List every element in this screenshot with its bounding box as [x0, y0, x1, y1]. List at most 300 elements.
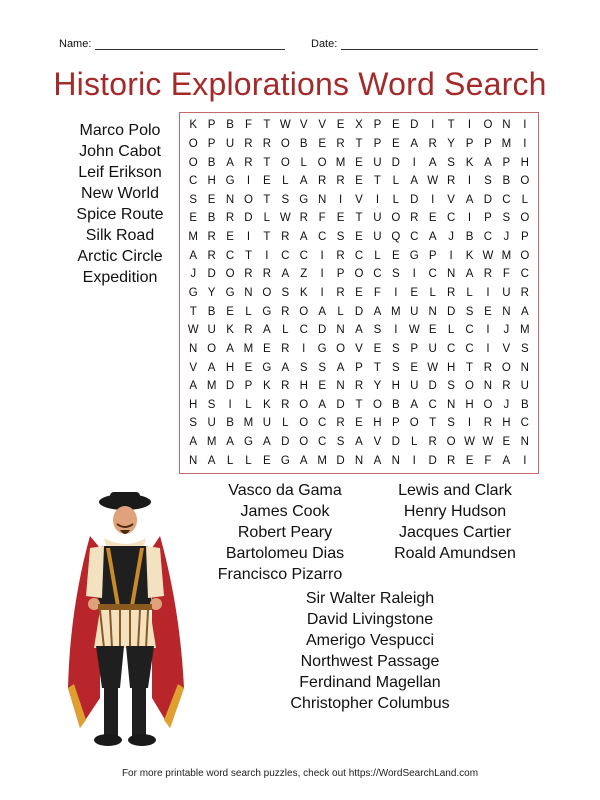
grid-letter: S [392, 361, 400, 374]
grid-letter: G [225, 286, 235, 299]
grid-letter: H [520, 156, 529, 169]
grid-letter: C [299, 324, 308, 337]
grid-letter: R [244, 324, 253, 337]
grid-letter: U [225, 137, 235, 150]
grid-letter: U [410, 380, 419, 393]
grid-letter: E [318, 137, 326, 150]
grid-letter: C [317, 417, 327, 430]
grid-letter: Z [300, 268, 308, 281]
grid-letter: C [317, 436, 327, 449]
grid-letter: I [246, 231, 251, 244]
grid-letter: A [207, 454, 216, 467]
grid-letter: R [446, 175, 456, 188]
name-label: Name: [59, 38, 92, 50]
grid-letter: R [483, 361, 493, 374]
grid-letter: D [446, 305, 456, 318]
word-item: Robert Peary [237, 524, 333, 541]
grid-letter: T [244, 249, 252, 262]
word-item: Bartolomeu Dias [225, 545, 345, 562]
grid-letter: A [299, 454, 308, 467]
grid-letter: C [465, 342, 474, 355]
grid-letter: F [502, 268, 510, 281]
grid-letter: O [336, 342, 346, 355]
grid-letter: K [263, 380, 271, 393]
grid-letter: A [520, 305, 529, 318]
grid-letter: O [520, 212, 530, 225]
grid-letter: P [410, 342, 419, 355]
grid-letter: S [299, 361, 308, 374]
grid-letter: R [244, 137, 253, 150]
word-item: Arctic Circle [77, 248, 163, 265]
grid-letter: O [188, 137, 198, 150]
grid-letter: I [246, 175, 251, 188]
grid-letter: C [446, 212, 456, 225]
grid-letter: C [225, 249, 235, 262]
grid-letter: R [244, 156, 253, 169]
grid-letter: E [189, 212, 198, 225]
grid-letter: S [336, 231, 345, 244]
grid-letter: C [520, 268, 529, 281]
grid-letter: R [336, 286, 345, 299]
grid-letter: T [355, 137, 363, 150]
grid-letter: B [465, 231, 474, 244]
grid-letter: R [354, 380, 364, 393]
grid-letter: N [446, 398, 456, 411]
grid-letter: C [446, 342, 456, 355]
grid-letter: L [337, 305, 344, 318]
grid-letter: P [373, 137, 382, 150]
word-item: Roald Amundsen [394, 545, 516, 562]
grid-letter: W [279, 212, 291, 225]
grid-letter: D [391, 156, 400, 169]
grid-letter: L [300, 156, 307, 169]
grid-letter: N [189, 454, 198, 467]
grid-letter: R [446, 454, 456, 467]
grid-letter: D [317, 324, 327, 337]
grid-letter: E [226, 231, 234, 244]
grid-letter: U [428, 342, 437, 355]
grid-letter: S [336, 436, 345, 449]
grid-letter: C [189, 175, 198, 188]
explorer-illustration [60, 488, 190, 758]
grid-letter: A [373, 454, 382, 467]
grid-letter: A [226, 156, 234, 169]
grid-letter: W [427, 175, 439, 188]
grid-letter: E [392, 137, 400, 150]
grid-letter: I [449, 249, 453, 262]
grid-letter: T [263, 119, 271, 132]
grid-letter: I [431, 119, 435, 132]
grid-letter: U [207, 324, 216, 337]
word-list-col-a [210, 480, 360, 585]
grid-letter: O [299, 417, 309, 430]
grid-letter: I [523, 119, 527, 132]
grid-letter: D [336, 398, 345, 411]
word-item: Sir Walter Raleigh [305, 590, 435, 607]
grid-letter: N [189, 342, 198, 355]
grid-letter: E [336, 119, 345, 132]
grid-letter: M [501, 249, 512, 262]
grid-letter: C [299, 249, 308, 262]
grid-letter: M [188, 231, 198, 244]
grid-letter: D [428, 454, 437, 467]
grid-letter: T [466, 361, 474, 374]
grid-letter: L [392, 193, 400, 206]
word-item: Spice Route [76, 206, 164, 223]
grid-letter: A [465, 193, 474, 206]
grid-letter: M [243, 342, 254, 355]
grid-letter: R [520, 286, 529, 299]
grid-letter: B [207, 212, 216, 225]
grid-letter: C [520, 417, 529, 430]
word-item: Marco Polo [79, 122, 161, 139]
grid-letter: D [391, 436, 400, 449]
grid-letter: L [392, 175, 400, 188]
grid-letter: L [447, 324, 455, 337]
grid-letter: O [446, 436, 456, 449]
grid-letter: R [262, 137, 272, 150]
grid-letter: T [355, 212, 363, 225]
grid-letter: A [299, 231, 308, 244]
grid-letter: M [243, 417, 254, 430]
grid-letter: H [225, 361, 235, 374]
grid-letter: I [486, 324, 490, 337]
grid-letter: R [483, 268, 493, 281]
grid-letter: D [410, 119, 419, 132]
grid-letter: I [338, 193, 343, 206]
grid-letter: Y [207, 286, 216, 299]
grid-letter: L [282, 324, 289, 337]
grid-letter: R [244, 268, 253, 281]
grid-letter: E [263, 454, 271, 467]
grid-letter: S [447, 380, 455, 393]
grid-letter: B [207, 156, 216, 169]
grid-letter: R [207, 231, 216, 244]
grid-letter: I [523, 454, 527, 467]
grid-letter: E [502, 436, 511, 449]
grid-letter: P [373, 119, 382, 132]
grid-letter: A [410, 398, 419, 411]
grid-letter: A [502, 454, 511, 467]
grid-letter: A [263, 436, 271, 449]
grid-letter: V [189, 361, 198, 374]
grid-letter: R [336, 417, 345, 430]
date-field[interactable] [311, 38, 538, 50]
grid-letter: A [281, 361, 290, 374]
word-item: John Cabot [79, 143, 161, 160]
grid-letter: S [447, 156, 455, 169]
grid-letter: I [412, 156, 416, 169]
word-item: Amerigo Vespucci [305, 632, 435, 649]
grid-letter: I [375, 193, 380, 206]
footer-note: For more printable word search puzzles, check out https://WordSearchLand.com [121, 768, 479, 779]
grid-letter: U [410, 305, 419, 318]
grid-letter: T [429, 417, 437, 430]
grid-letter: L [521, 193, 528, 206]
grid-letter: T [373, 361, 381, 374]
grid-letter: R [299, 212, 308, 225]
grid-letter: K [263, 398, 271, 411]
grid-letter: E [263, 175, 271, 188]
grid-letter: I [320, 268, 324, 281]
grid-letter: L [245, 305, 252, 318]
grid-letter: A [465, 268, 474, 281]
grid-letter: S [465, 305, 474, 318]
grid-letter: I [320, 249, 324, 262]
grid-letter: W [482, 249, 494, 262]
grid-letter: E [355, 286, 363, 299]
grid-letter: Y [447, 137, 455, 150]
grid-letter: A [373, 305, 382, 318]
grid-letter: U [262, 417, 272, 430]
grid-letter: O [391, 212, 401, 225]
grid-letter: E [336, 212, 345, 225]
grid-letter: O [483, 119, 493, 132]
grid-letter: L [374, 249, 381, 262]
grid-letter: N [502, 119, 511, 132]
grid-letter: U [207, 417, 216, 430]
grid-letter: O [483, 398, 493, 411]
grid-letter: D [244, 212, 253, 225]
grid-letter: R [428, 137, 437, 150]
grid-letter: R [336, 175, 345, 188]
grid-letter: R [410, 212, 419, 225]
grid-letter: P [502, 156, 511, 169]
grid-letter: U [373, 231, 382, 244]
grid-letter: O [280, 137, 290, 150]
grid-letter: I [265, 249, 269, 262]
grid-letter: E [392, 119, 400, 132]
grid-letter: C [281, 249, 290, 262]
grid-letter: J [503, 324, 510, 337]
grid-letter: K [226, 324, 234, 337]
name-line[interactable] [95, 39, 285, 50]
grid-letter: P [207, 119, 216, 132]
grid-letter: T [189, 305, 197, 318]
grid-letter: S [484, 175, 492, 188]
grid-letter: O [409, 417, 419, 430]
grid-letter: U [373, 212, 382, 225]
grid-letter: O [465, 380, 474, 393]
grid-letter: P [484, 212, 492, 225]
word-item: David Livingstone [306, 611, 434, 628]
grid-letter: P [484, 137, 492, 150]
grid-letter: K [189, 119, 198, 132]
grid-letter: N [317, 193, 327, 206]
grid-letter: C [373, 268, 382, 281]
grid-letter: N [502, 305, 511, 318]
grid-letter: E [428, 324, 437, 337]
grid-letter: O [262, 286, 272, 299]
grid-letter: E [465, 454, 474, 467]
grid-letter: H [391, 380, 400, 393]
grid-letter: O [501, 361, 511, 374]
grid-letter: E [355, 231, 363, 244]
grid-letter: L [263, 212, 271, 225]
grid-letter: N [391, 454, 400, 467]
grid-letter: E [207, 193, 216, 206]
grid-letter: E [410, 361, 419, 374]
grid-letter: C [317, 231, 327, 244]
grid-letter: P [520, 231, 529, 244]
grid-letter: L [466, 286, 473, 299]
grid-letter: U [373, 156, 382, 169]
grid-letter: R [428, 436, 437, 449]
grid-letter: J [503, 231, 510, 244]
grid-letter: T [373, 175, 381, 188]
grid-letter: G [299, 193, 309, 206]
grid-letter: L [245, 398, 252, 411]
word-item: New World [81, 185, 159, 202]
grid-letter: K [299, 286, 308, 299]
grid-letter: E [263, 342, 271, 355]
grid-letter: C [428, 398, 437, 411]
grid-letter: S [189, 417, 198, 430]
grid-letter: N [336, 380, 345, 393]
grid-letter: P [392, 417, 400, 430]
grid-letter: B [299, 137, 308, 150]
grid-letter: T [447, 119, 455, 132]
grid-letter: S [520, 342, 529, 355]
grid-letter: R [483, 417, 493, 430]
grid-letter: C [502, 193, 511, 206]
grid-letter: A [207, 361, 216, 374]
grid-letter: Q [391, 231, 401, 244]
grid-letter: M [501, 137, 512, 150]
grid-letter: O [299, 436, 309, 449]
grid-letter: I [394, 324, 398, 337]
grid-letter: K [465, 156, 474, 169]
word-item: Lewis and Clark [398, 482, 512, 499]
grid-letter: N [483, 380, 493, 393]
grid-letter: S [502, 212, 511, 225]
word-list-col-c [270, 588, 470, 714]
grid-letter: D [207, 268, 216, 281]
grid-letter: M [206, 436, 217, 449]
grid-letter: A [410, 175, 419, 188]
grid-letter: E [373, 342, 382, 355]
grid-letter: A [299, 175, 308, 188]
grid-letter: E [226, 305, 234, 318]
grid-letter: P [428, 249, 437, 262]
grid-letter: N [446, 268, 456, 281]
date-line[interactable] [341, 39, 538, 50]
grid-letter: O [372, 398, 382, 411]
grid-letter: R [281, 380, 290, 393]
grid-letter: N [225, 193, 235, 206]
grid-letter: J [448, 231, 454, 244]
grid-letter: C [483, 231, 493, 244]
word-list-left [60, 120, 180, 288]
grid-letter: B [392, 398, 400, 411]
grid-letter: D [354, 305, 364, 318]
grid-letter: R [336, 249, 345, 262]
grid-letter: O [299, 305, 309, 318]
word-item: Francisco Pizarro [217, 566, 343, 583]
grid-letter: N [244, 286, 253, 299]
grid-letter: M [335, 156, 346, 169]
grid-letter: I [467, 175, 472, 188]
word-item: Leif Erikson [78, 164, 162, 181]
grid-letter: V [299, 119, 308, 132]
grid-letter: E [318, 380, 326, 393]
grid-letter: E [392, 249, 400, 262]
grid-letter: V [502, 342, 511, 355]
grid-letter: S [373, 324, 382, 337]
grid-letter: V [447, 193, 455, 206]
grid-letter: T [263, 193, 271, 206]
grid-letter: T [263, 231, 271, 244]
grid-letter: V [355, 342, 363, 355]
grid-letter: I [467, 212, 472, 225]
grid-letter: G [262, 305, 272, 318]
grid-letter: F [318, 212, 326, 225]
grid-letter: H [299, 380, 308, 393]
word-item: Vasco da Gama [228, 482, 342, 499]
grid-letter: V [318, 119, 326, 132]
grid-letter: N [520, 361, 529, 374]
grid-letter: O [354, 268, 364, 281]
grid-letter: H [207, 175, 216, 188]
grid-letter: I [394, 286, 398, 299]
grid-letter: I [431, 193, 435, 206]
grid-letter: V [373, 436, 382, 449]
grid-letter: S [189, 193, 198, 206]
grid-letter: S [392, 268, 400, 281]
grid-letter: O [280, 156, 290, 169]
grid-letter: W [427, 361, 439, 374]
grid-letter: A [189, 249, 198, 262]
grid-letter: P [465, 137, 474, 150]
grid-letter: E [355, 156, 363, 169]
grid-letter: N [354, 454, 364, 467]
grid-letter: L [226, 454, 234, 467]
grid-letter: S [207, 398, 216, 411]
word-list-col-b [380, 480, 530, 564]
grid-letter: D [225, 380, 235, 393]
grid-letter: P [355, 361, 363, 374]
grid-letter: I [412, 454, 416, 467]
grid-letter: G [280, 454, 290, 467]
word-item: Northwest Passage [300, 653, 440, 670]
grid-letter: L [429, 286, 436, 299]
grid-letter: S [281, 286, 290, 299]
name-field[interactable] [59, 38, 285, 50]
word-item: Jacques Cartier [398, 524, 512, 541]
grid-letter: O [317, 156, 327, 169]
grid-letter: D [336, 454, 345, 467]
grid-letter: G [409, 249, 419, 262]
grid-letter: R [502, 380, 511, 393]
grid-letter: B [207, 305, 216, 318]
grid-letter: O [243, 193, 253, 206]
grid-letter: N [520, 436, 529, 449]
grid-letter: S [447, 417, 455, 430]
grid-letter: A [226, 436, 234, 449]
grid-letter: L [282, 175, 289, 188]
grid-letter: E [410, 286, 419, 299]
grid-letter: H [373, 417, 382, 430]
grid-letter: E [484, 305, 492, 318]
date-label: Date: [311, 38, 338, 50]
grid-letter: O [520, 175, 530, 188]
grid-letter: R [207, 249, 216, 262]
grid-letter: I [486, 286, 490, 299]
word-item: Expedition [82, 269, 158, 286]
grid-letter: A [484, 156, 492, 169]
grid-letter: W [482, 436, 494, 449]
grid-letter: O [188, 156, 198, 169]
